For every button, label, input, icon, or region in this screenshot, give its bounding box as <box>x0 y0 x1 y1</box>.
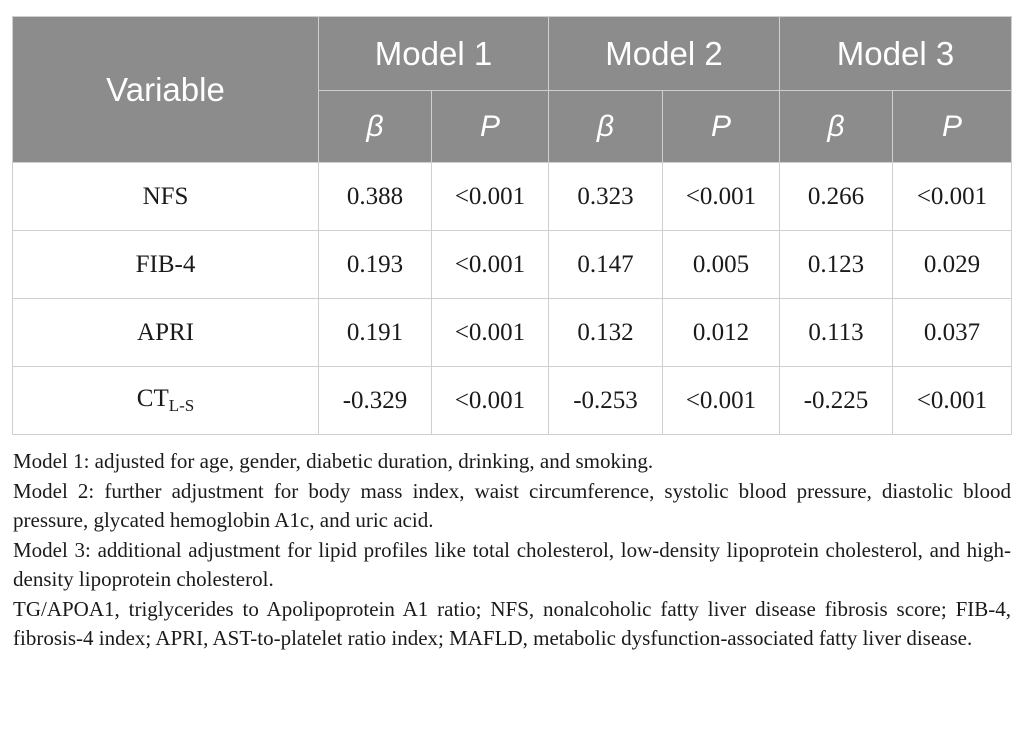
variable-name: APRI <box>137 318 194 346</box>
table-row <box>13 231 1012 299</box>
model-3-p-header: P <box>893 91 1012 163</box>
model-2-header: Model 2 <box>549 17 780 91</box>
m2-p-cell: 0.012 <box>663 299 780 367</box>
footnote-abbreviations: TG/APOA1, triglycerides to Apolipoprotein A1 ratio; NFS, nonalcoholic fatty liver disease fibrosis score; FIB-4, fibrosis-4 index; APRI, AST-to-platelet ratio index; MAFLD, metabolic dysfunction-associated fatty liver disease. <box>13 596 1011 650</box>
m3-p-cell: <0.001 <box>893 367 1012 435</box>
footnote-model-3: Model 3: additional adjustment for lipid profiles like total cholesterol, low-density lipoprotein cholesterol, and high-density lipoprotein cholesterol. <box>13 537 1011 591</box>
model-1-p-header: P <box>432 91 549 163</box>
m3-p-cell: 0.037 <box>893 299 1012 367</box>
variable-name: FIB-4 <box>135 250 196 278</box>
m3-p-cell: 0.029 <box>893 231 1012 299</box>
m1-p-cell: <0.001 <box>432 231 549 299</box>
table-row <box>13 163 1012 231</box>
m2-p-cell: <0.001 <box>663 367 780 435</box>
results-table <box>12 16 1012 435</box>
m3-p-cell: <0.001 <box>893 163 1012 231</box>
m1-beta-cell: -0.329 <box>319 367 432 435</box>
variable-cell <box>13 231 319 299</box>
m3-beta-cell: 0.123 <box>780 231 893 299</box>
m3-beta-cell: 0.113 <box>780 299 893 367</box>
m1-p-cell: <0.001 <box>432 367 549 435</box>
m1-beta-cell: 0.193 <box>319 231 432 299</box>
m2-p-cell: <0.001 <box>663 163 780 231</box>
m1-p-cell: <0.001 <box>432 299 549 367</box>
table-row <box>13 299 1012 367</box>
model-2-p-header: P <box>663 91 780 163</box>
variable-cell <box>13 367 319 435</box>
model-3-header: Model 3 <box>780 17 1012 91</box>
variable-header: Variable <box>13 17 319 163</box>
m1-beta-cell: 0.191 <box>319 299 432 367</box>
model-2-beta-header: β <box>549 91 663 163</box>
m2-beta-cell: 0.147 <box>549 231 663 299</box>
m2-beta-cell: 0.132 <box>549 299 663 367</box>
m3-beta-cell: 0.266 <box>780 163 893 231</box>
variable-name: CT <box>136 385 169 412</box>
m1-p-cell: <0.001 <box>432 163 549 231</box>
model-1-header: Model 1 <box>319 17 549 91</box>
model-3-beta-header: β <box>780 91 893 163</box>
m2-p-cell: 0.005 <box>663 231 780 299</box>
m2-beta-cell: -0.253 <box>549 367 663 435</box>
variable-cell <box>13 163 319 231</box>
m3-beta-cell: -0.225 <box>780 367 893 435</box>
footnote-model-1: Model 1: adjusted for age, gender, diabetic duration, drinking, and smoking. <box>13 449 654 473</box>
variable-subscript: L-S <box>168 396 195 415</box>
m2-beta-cell: 0.323 <box>549 163 663 231</box>
table-header <box>13 17 1012 163</box>
variable-cell <box>13 299 319 367</box>
model-1-beta-header: β <box>319 91 432 163</box>
m1-beta-cell: 0.388 <box>319 163 432 231</box>
table-body <box>13 163 1012 435</box>
table-footnotes <box>13 447 1011 654</box>
variable-name: NFS <box>142 182 189 210</box>
footnote-model-2: Model 2: further adjustment for body mass index, waist circumference, systolic blood pressure, diastolic blood pressure, glycated hemoglobin A1c, and uric acid. <box>13 478 1011 532</box>
table-row <box>13 367 1012 435</box>
